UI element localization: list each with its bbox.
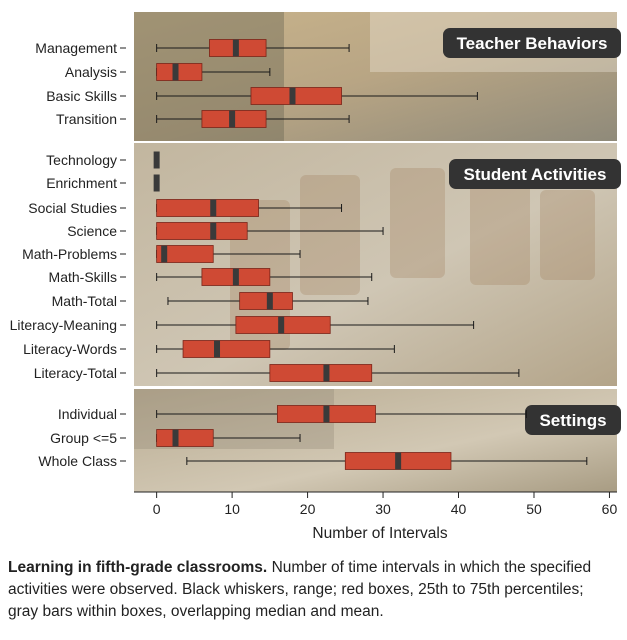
box-social-studies xyxy=(157,200,259,217)
median-bar-social-studies xyxy=(210,200,216,217)
box-literacy-words xyxy=(183,341,270,358)
box-basic-skills xyxy=(251,88,342,105)
group-header-label: Student Activities xyxy=(463,165,607,184)
median-bar-math-skills xyxy=(233,269,239,286)
caption-title: Learning in fifth-grade classrooms. xyxy=(8,559,268,576)
x-tick-label: 20 xyxy=(299,501,316,517)
category-label-math-skills: Math-Skills xyxy=(48,269,117,285)
median-bar-analysis xyxy=(173,64,179,81)
category-label-math-problems: Math-Problems xyxy=(22,246,117,262)
category-labels xyxy=(10,40,126,469)
category-label-individual: Individual xyxy=(57,406,117,422)
median-bar-management xyxy=(233,40,239,57)
category-label-analysis: Analysis xyxy=(64,64,117,80)
median-bar-group-le5 xyxy=(173,430,179,447)
category-label-management: Management xyxy=(35,40,117,56)
category-label-whole-class: Whole Class xyxy=(38,453,117,469)
median-bar-enrichment xyxy=(154,175,160,192)
category-label-transition: Transition xyxy=(56,111,117,127)
category-label-basic-skills: Basic Skills xyxy=(46,88,117,104)
median-bar-math-problems xyxy=(161,246,167,263)
x-tick-label: 60 xyxy=(601,501,618,517)
median-bar-individual xyxy=(323,406,329,423)
median-bar-whole-class xyxy=(395,453,401,470)
category-label-science: Science xyxy=(67,223,117,239)
median-bar-literacy-total xyxy=(323,365,329,382)
x-axis xyxy=(134,492,617,542)
median-bar-basic-skills xyxy=(289,88,295,105)
figure-caption xyxy=(8,557,616,623)
median-bar-literacy-words xyxy=(214,341,220,358)
category-label-math-total: Math-Total xyxy=(51,293,117,309)
category-label-technology: Technology xyxy=(46,152,117,168)
category-label-social-studies: Social Studies xyxy=(28,200,117,216)
median-bar-science xyxy=(210,223,216,240)
median-bar-transition xyxy=(229,111,235,128)
category-label-literacy-words: Literacy-Words xyxy=(23,341,117,357)
x-tick-label: 30 xyxy=(375,501,391,517)
median-bar-literacy-meaning xyxy=(278,317,284,334)
x-tick-label: 10 xyxy=(224,501,240,517)
chair-shape xyxy=(540,190,595,280)
panel-separator xyxy=(134,386,617,389)
category-label-literacy-meaning: Literacy-Meaning xyxy=(9,317,117,333)
box-group-le5 xyxy=(157,430,214,447)
x-tick-label: 50 xyxy=(526,501,542,517)
box-analysis xyxy=(157,64,202,81)
x-tick-label: 0 xyxy=(152,501,161,517)
category-label-literacy-total: Literacy-Total xyxy=(33,365,117,381)
x-axis-label: Number of Intervals xyxy=(312,525,448,542)
median-bar-technology xyxy=(154,152,160,169)
chair-shape xyxy=(390,168,445,278)
panel-separator xyxy=(134,141,617,143)
box-math-total xyxy=(240,293,293,310)
category-label-group-le5: Group <=5 xyxy=(50,430,117,446)
chair-shape xyxy=(470,180,530,285)
group-header-label: Settings xyxy=(539,411,607,430)
box-science xyxy=(157,223,248,240)
median-bar-math-total xyxy=(267,293,273,310)
caption-text: Number of time intervals in which the specified activities were observed. Black whiskers, range; red boxes, 25th to 75th percentiles; gray bars within boxes, overlapping median and mean. xyxy=(8,559,592,620)
x-tick-label: 40 xyxy=(450,501,467,517)
category-label-enrichment: Enrichment xyxy=(46,175,117,191)
box-literacy-total xyxy=(270,365,372,382)
group-header-label: Teacher Behaviors xyxy=(456,34,608,53)
